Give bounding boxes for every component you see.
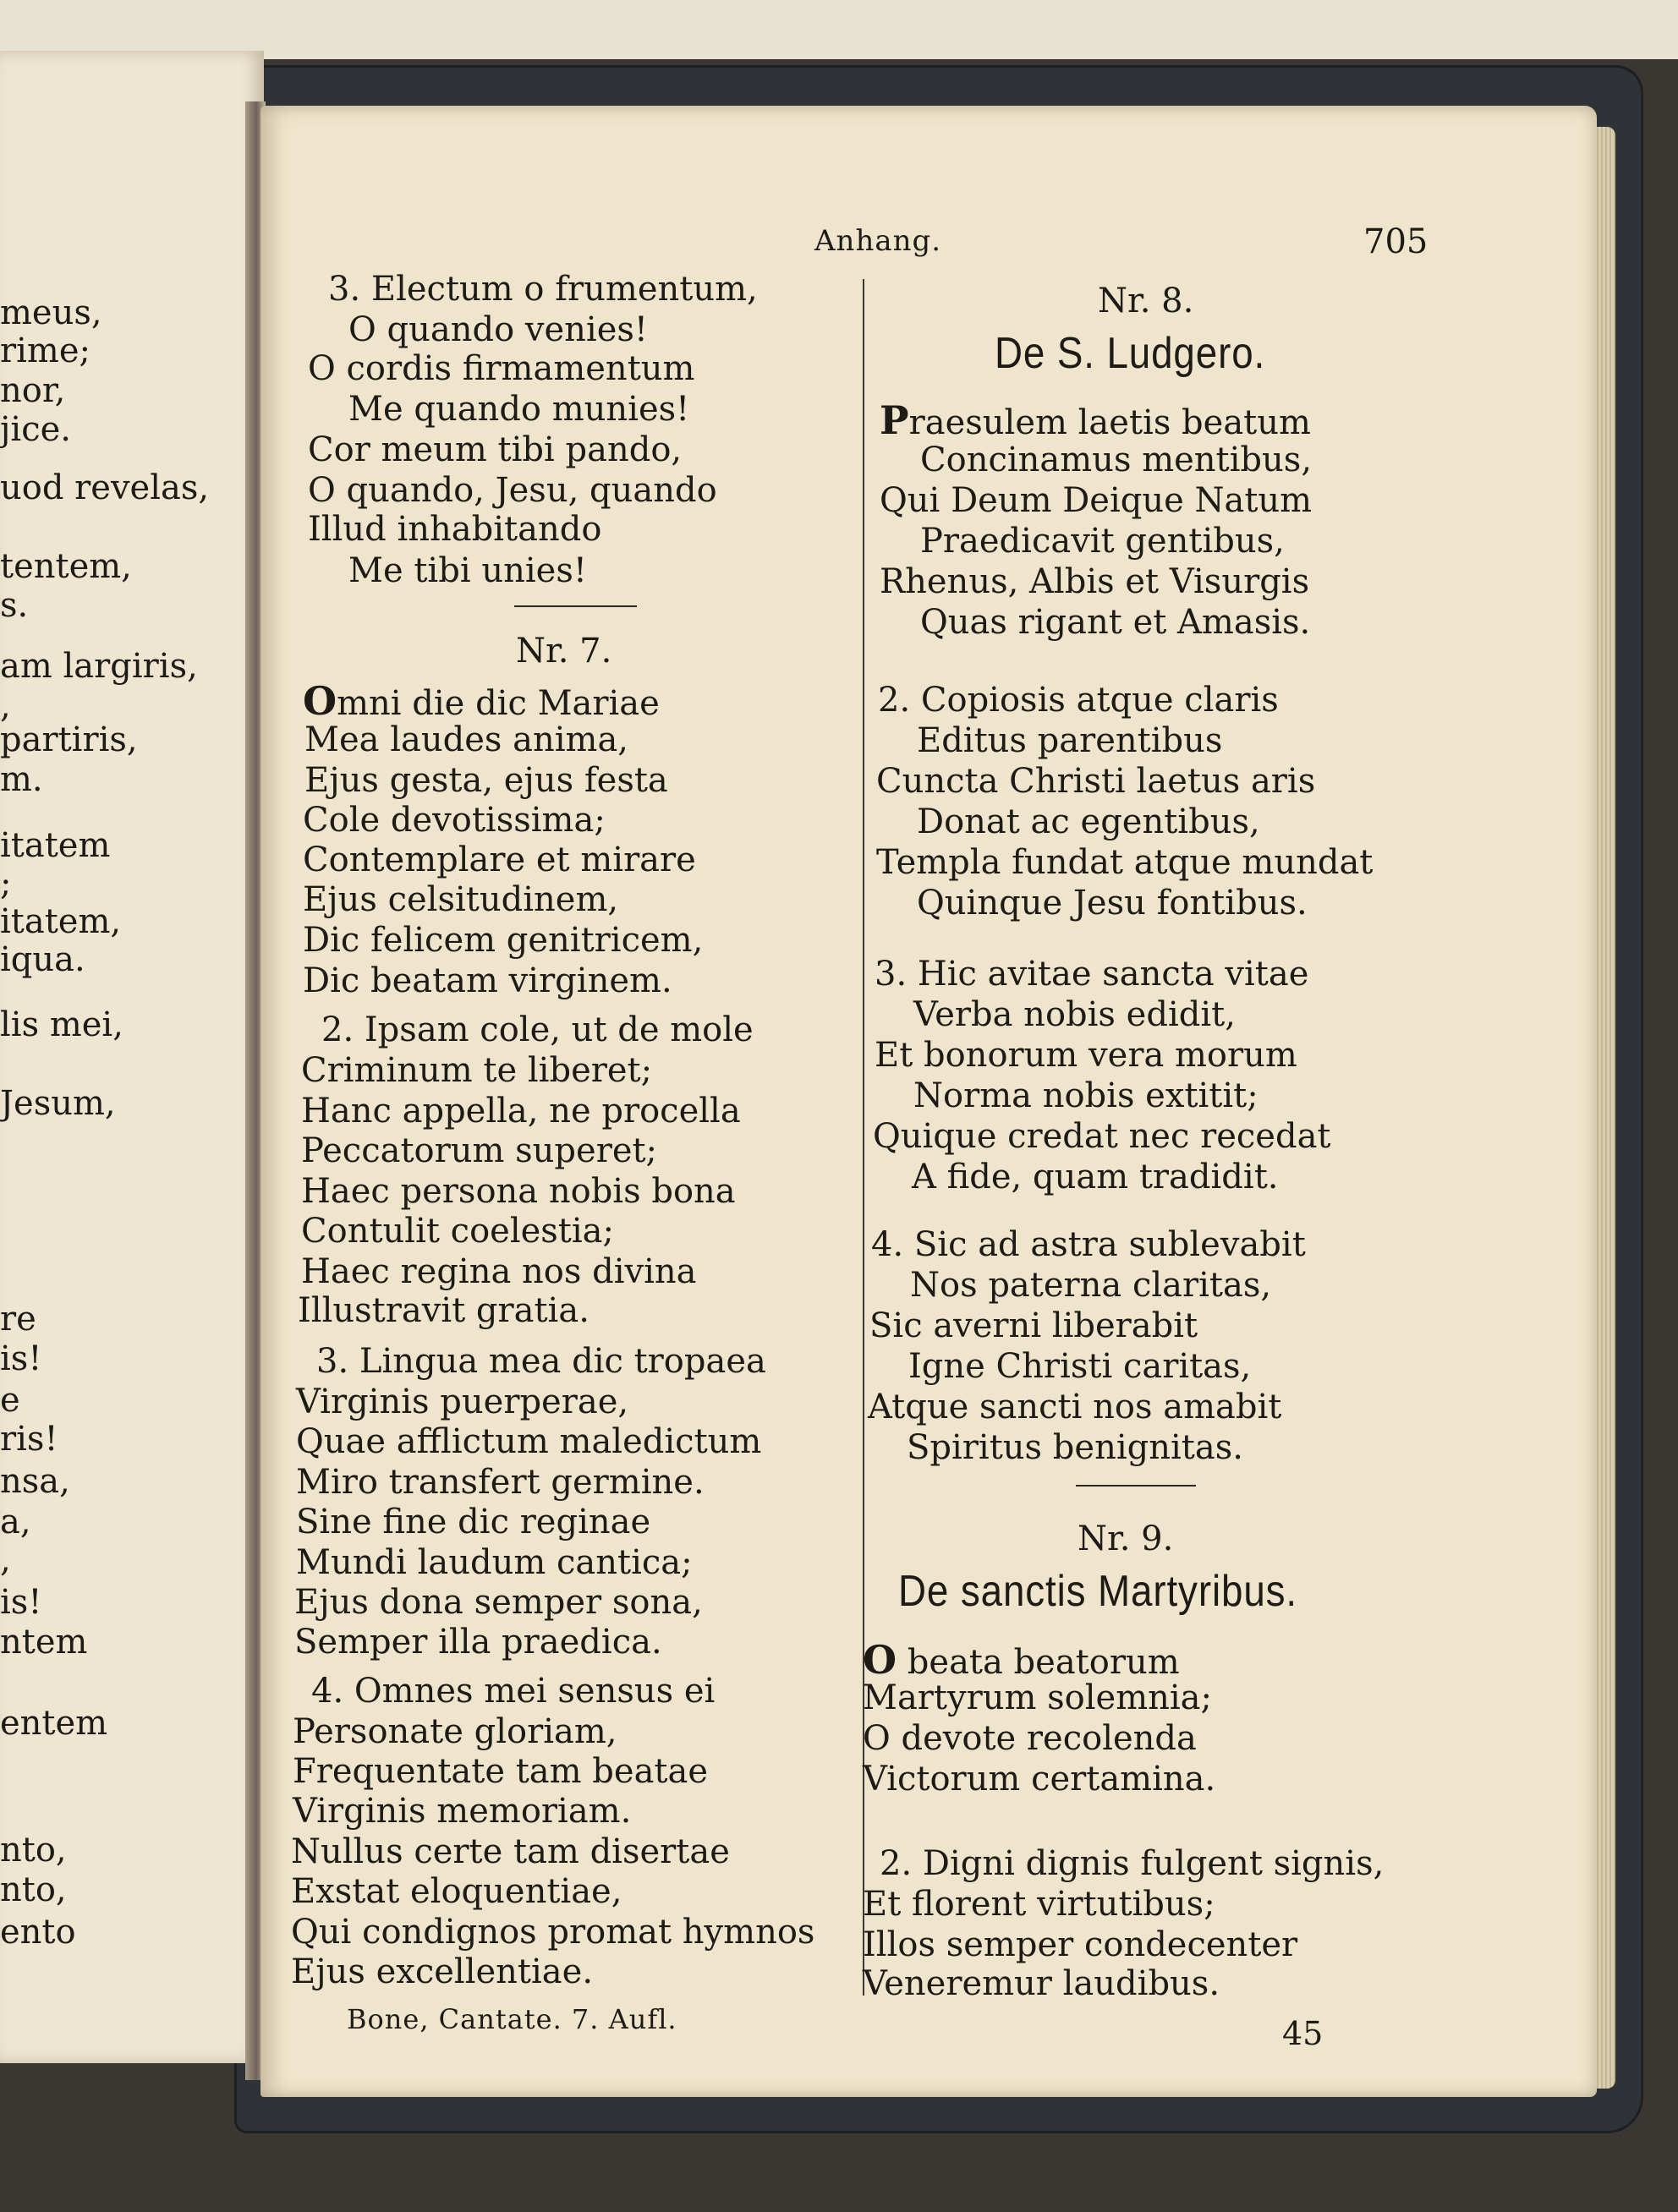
verse-line: Cor meum tibi pando, xyxy=(308,430,683,469)
verse-line: Ejus dona semper sona, xyxy=(294,1583,703,1622)
verse-line: Virginis memoriam. xyxy=(293,1792,632,1831)
verse-line: 4. Omnes mei sensus ei xyxy=(311,1672,716,1711)
verse-line-rest: raesulem laetis beatum xyxy=(908,403,1311,442)
left-line: nto, xyxy=(0,1870,67,1909)
left-page xyxy=(0,51,264,2063)
verse-line: Dic beatam virginem. xyxy=(303,961,672,1000)
verse-line: Haec regina nos divina xyxy=(301,1252,697,1291)
left-line: e xyxy=(0,1381,20,1420)
left-line: itatem xyxy=(0,826,111,865)
verse-line: Templa fundat atque mundat xyxy=(876,843,1374,882)
verse-line: O quando, Jesu, quando xyxy=(308,471,717,510)
left-line: entem xyxy=(0,1704,108,1743)
verse-line: 2. Copiosis atque claris xyxy=(878,681,1279,720)
verse-line: Contemplare et mirare xyxy=(303,840,696,879)
left-line: uod revelas, xyxy=(0,468,210,507)
verse-line: Norma nobis extitit; xyxy=(913,1076,1258,1115)
verse-line: Mundi laudum cantica; xyxy=(296,1543,693,1582)
verse-line: Sine fine dic reginae xyxy=(296,1503,651,1541)
verse-line: Mea laudes anima, xyxy=(304,720,629,759)
verse-line: 3. Lingua mea dic tropaea xyxy=(316,1342,766,1381)
left-line: lis mei, xyxy=(0,1005,123,1044)
verse-line: Qui condignos promat hymnos xyxy=(291,1913,815,1952)
verse-line: Cole devotissima; xyxy=(303,801,606,840)
hymn-number: Nr. 9. xyxy=(1078,1519,1174,1558)
verse-line: Cuncta Christi laetus aris xyxy=(876,762,1316,801)
drop-cap: O xyxy=(863,1637,897,1683)
verse-line: Ejus gesta, ejus festa xyxy=(304,761,668,800)
left-line: ; xyxy=(0,864,12,903)
verse-line: Rhenus, Albis et Visurgis xyxy=(880,562,1310,601)
verse-line: Nos paterna claritas, xyxy=(910,1266,1272,1305)
verse-line: Donat ac egentibus, xyxy=(917,802,1260,841)
verse-line: Peccatorum superet; xyxy=(301,1131,658,1170)
left-line: nsa, xyxy=(0,1462,70,1501)
verse-line: O cordis firmamentum xyxy=(308,349,695,388)
signature-number: 45 xyxy=(1282,2015,1324,2052)
verse-line-rest: beata beatorum xyxy=(897,1643,1180,1682)
left-line: ntem xyxy=(0,1623,88,1662)
verse-line: Personate gloriam, xyxy=(293,1712,617,1751)
left-line: m. xyxy=(0,760,43,799)
verse-line: A fide, quam tradidit. xyxy=(912,1158,1279,1196)
left-line: , xyxy=(0,1541,11,1580)
verse-line: Sic averni liberabit xyxy=(869,1306,1198,1345)
left-line: ento xyxy=(0,1913,76,1952)
verse-line: Virginis puerperae, xyxy=(296,1382,629,1421)
verse-line: Me quando munies! xyxy=(348,390,690,429)
verse-line: Qui Deum Deique Natum xyxy=(880,481,1313,520)
verse-line: O quando venies! xyxy=(348,310,648,349)
verse-line: Contulit coelestia; xyxy=(301,1212,614,1251)
verse-line: Me tibi unies! xyxy=(348,551,587,590)
verse-line: 4. Sic ad astra sublevabit xyxy=(871,1225,1306,1264)
left-line: tentem, xyxy=(0,547,132,586)
verse-line xyxy=(863,1637,1180,1683)
verse-line: Editus parentibus xyxy=(917,721,1223,760)
signature-mark: Bone, Cantate. 7. Aufl. xyxy=(347,2003,677,2035)
left-line: re xyxy=(0,1300,36,1339)
verse-line: Atque sancti nos amabit xyxy=(868,1388,1282,1426)
left-line: am largiris, xyxy=(0,647,198,686)
left-line: iqua. xyxy=(0,940,85,979)
verse-line: Frequentate tam beatae xyxy=(293,1752,709,1791)
verse-line: Victorum certamina. xyxy=(863,1760,1216,1799)
verse-line: Quique credat nec recedat xyxy=(873,1117,1331,1156)
section-rule xyxy=(1076,1485,1196,1487)
verse-line: Verba nobis edidit, xyxy=(913,995,1236,1034)
verse-line: Spiritus benignitas. xyxy=(907,1428,1243,1467)
verse-line: 2. Ipsam cole, ut de mole xyxy=(321,1010,754,1049)
page-number: 705 xyxy=(1363,222,1428,261)
left-line: Jesum, xyxy=(0,1084,116,1123)
hymn-number: Nr. 8. xyxy=(1098,282,1194,320)
verse-line: Haec persona nobis bona xyxy=(301,1172,736,1211)
verse-line: Hanc appella, ne procella xyxy=(301,1092,741,1131)
verse-line: Veneremur laudibus. xyxy=(863,1964,1220,2003)
verse-line xyxy=(880,397,1311,443)
left-line: partiris, xyxy=(0,720,138,759)
left-line: s. xyxy=(0,586,29,625)
verse-line: O devote recolenda xyxy=(863,1719,1197,1758)
verse-line: 3. Electum o frumentum, xyxy=(328,270,758,309)
verse-line: Ejus excellentiae. xyxy=(291,1952,594,1991)
left-line: is! xyxy=(0,1339,42,1378)
left-line: nor, xyxy=(0,371,66,410)
hymn-title: De sanctis Martyribus. xyxy=(898,1567,1298,1616)
left-line: , xyxy=(0,687,11,725)
verse-line: Quinque Jesu fontibus. xyxy=(917,884,1308,923)
verse-line: 3. Hic avitae sancta vitae xyxy=(875,955,1309,994)
verse-line: Miro transfert germine. xyxy=(296,1463,705,1502)
left-line: jice. xyxy=(0,410,71,449)
left-line: rime; xyxy=(0,331,90,370)
verse-line xyxy=(303,678,660,724)
left-line: meus, xyxy=(0,293,102,332)
section-rule xyxy=(514,605,637,607)
verse-line-rest: mni die dic Mariae xyxy=(337,684,660,723)
verse-line: Semper illa praedica. xyxy=(294,1623,662,1662)
verse-line: Ejus celsitudinem, xyxy=(303,880,619,919)
verse-line: Quas rigant et Amasis. xyxy=(920,603,1311,642)
verse-line: Nullus certe tam disertae xyxy=(291,1832,730,1871)
drop-cap: O xyxy=(303,678,337,724)
running-head: Anhang. xyxy=(814,224,942,258)
hymn-title: De S. Ludgero. xyxy=(995,329,1266,378)
left-line: is! xyxy=(0,1583,42,1622)
verse-line: Igne Christi caritas, xyxy=(908,1347,1252,1386)
verse-line: Concinamus mentibus, xyxy=(920,441,1313,479)
verse-line: Quae afflictum maledictum xyxy=(296,1422,762,1461)
verse-line: Martyrum solemnia; xyxy=(863,1678,1213,1717)
hymn-number: Nr. 7. xyxy=(516,632,612,671)
verse-line: Dic felicem genitricem, xyxy=(303,921,704,960)
left-line: ris! xyxy=(0,1420,58,1459)
verse-line: Criminum te liberet; xyxy=(301,1051,653,1090)
verse-line: Et florent virtutibus; xyxy=(863,1885,1215,1924)
verse-line: Illustravit gratia. xyxy=(298,1291,589,1330)
drop-cap: P xyxy=(880,397,909,443)
verse-line: Illos semper condecenter xyxy=(863,1925,1298,1964)
verse-line: Praedicavit gentibus, xyxy=(920,522,1285,561)
verse-line: Et bonorum vera morum xyxy=(875,1036,1297,1075)
verse-line: Exstat eloquentiae, xyxy=(291,1872,622,1911)
verse-line: Illud inhabitando xyxy=(308,510,602,549)
verse-line: 2. Digni dignis fulgent signis, xyxy=(880,1844,1385,1883)
left-line: itatem, xyxy=(0,902,122,941)
left-line: a, xyxy=(0,1503,31,1541)
left-line: nto, xyxy=(0,1831,67,1870)
